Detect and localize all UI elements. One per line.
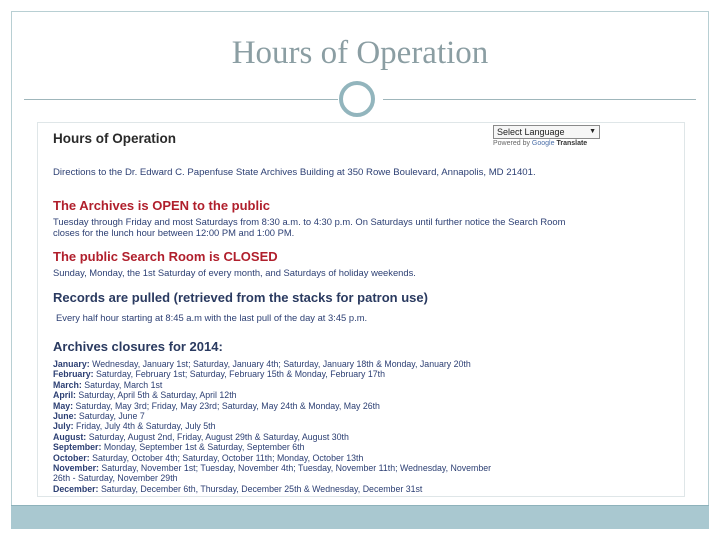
closure-line: June: Saturday, June 7 bbox=[53, 411, 145, 422]
closed-heading: The public Search Room is CLOSED bbox=[53, 249, 278, 264]
title-divider-right bbox=[383, 99, 696, 100]
closure-line: July: Friday, July 4th & Saturday, July 5th bbox=[53, 421, 216, 432]
language-select[interactable] bbox=[493, 125, 600, 139]
language-select-label: Select Language bbox=[497, 127, 565, 137]
title-divider-left bbox=[24, 99, 338, 100]
closure-line: March: Saturday, March 1st bbox=[53, 379, 163, 390]
open-hours-line-1: Tuesday through Friday and most Saturdays from 8:30 a.m. to 4:30 p.m. On Saturdays until further notice the Search Room bbox=[53, 216, 566, 227]
closure-line: April: Saturday, April 5th & Saturday, April 12th bbox=[53, 390, 237, 401]
records-text: Every half hour starting at 8:45 a.m with the last pull of the day at 3:45 p.m. bbox=[56, 312, 368, 323]
closure-line: February: Saturday, February 1st; Saturday, February 15th & Monday, February 17th bbox=[53, 369, 386, 380]
closure-line: September: Monday, September 1st & Saturday, September 6th bbox=[53, 442, 305, 453]
slide-footer-band bbox=[11, 505, 709, 529]
powered-by-label: Powered by bbox=[493, 140, 530, 147]
closure-line: May: Saturday, May 3rd; Friday, May 23rd; Saturday, May 24th & Monday, May 26th bbox=[53, 400, 380, 411]
closures-heading: Archives closures for 2014: bbox=[53, 339, 223, 354]
open-heading: The Archives is OPEN to the public bbox=[53, 198, 270, 213]
closures-list bbox=[53, 359, 673, 494]
dropdown-arrow-icon: ▼ bbox=[589, 128, 596, 135]
closure-line: December: Saturday, December 6th, Thursday, December 25th & Wednesday, December 31st bbox=[53, 483, 423, 494]
closure-line: January: Wednesday, January 1st; Saturday, January 4th; Saturday, January 18th & Monday, January 20th bbox=[53, 359, 471, 369]
closed-text: Sunday, Monday, the 1st Saturday of every month, and Saturdays of holiday weekends. bbox=[53, 267, 416, 278]
google-logo: Google bbox=[531, 140, 555, 147]
directions-link[interactable]: Directions to the Dr. Edward C. Papenfuse State Archives Building at 350 Rowe Boulevard, Annapolis, MD 21401. bbox=[53, 167, 536, 178]
open-hours-line-2: closes for the lunch hour between 12:00 PM and 1:00 PM. bbox=[53, 227, 295, 238]
decorative-ring bbox=[339, 81, 375, 117]
records-heading: Records are pulled (retrieved from the stacks for patron use) bbox=[53, 290, 428, 305]
closure-line: August: Saturday, August 2nd, Friday, August 29th & Saturday, August 30th bbox=[53, 431, 349, 442]
slide-title: Hours of Operation bbox=[231, 35, 489, 71]
closure-line: October: Saturday, October 4th; Saturday, October 11th; Monday, October 13th bbox=[53, 452, 364, 463]
website-screenshot bbox=[38, 123, 684, 496]
translate-label: Translate bbox=[556, 140, 588, 147]
closure-line: 26th - Saturday, November 29th bbox=[53, 473, 178, 484]
page-heading: Hours of Operation bbox=[53, 131, 177, 146]
closure-line: November: Saturday, November 1st; Tuesday, November 4th; Tuesday, November 11th; Wednesday, November bbox=[53, 463, 492, 474]
powered-by-google[interactable] bbox=[493, 140, 587, 147]
